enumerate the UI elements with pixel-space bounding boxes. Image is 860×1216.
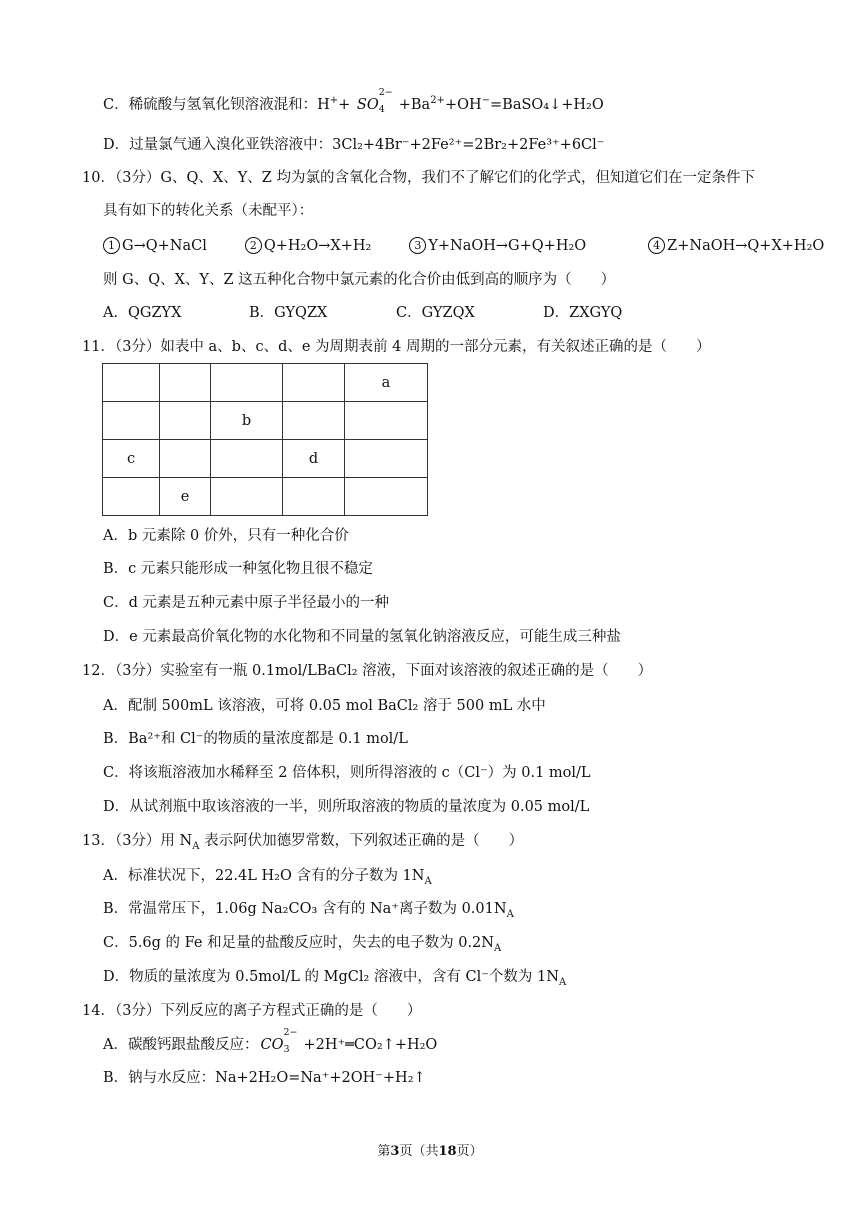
q10-option-a: A．QGZYX bbox=[103, 305, 182, 321]
q10-option-d: D．ZXGYQ bbox=[543, 305, 623, 321]
q11-option-c: C．d 元素是五种元素中原子半径最小的一种 bbox=[103, 595, 389, 611]
q13-option-b: B．常温常压下，1.06g Na₂CO₃ 含有的 Na⁺离子数为 $0.01N_A$ bbox=[103, 901, 514, 920]
element-a: a bbox=[345, 364, 428, 402]
page-footer: 第3页（共18页） bbox=[377, 1144, 483, 1159]
circled-number-3: 3 bbox=[409, 237, 426, 254]
q10-ask: 则 G、Q、X、Y、Z 这五种化合物中氯元素的化合价由低到高的顺序为（ ） bbox=[103, 272, 616, 288]
q11-option-d: D．e 元素最高价氧化物的水化物和不同量的氢氧化钠溶液反应，可能生成三种盐 bbox=[103, 629, 621, 645]
q13-option-a: A．标准状况下，22.4L H₂O 含有的分子数为 $1N_A$ bbox=[103, 868, 432, 887]
periodic-table-fragment bbox=[102, 363, 428, 516]
q11-option-b: B．c 元素只能形成一种氢化物且很不稳定 bbox=[103, 561, 373, 577]
q9-option-d: D．过量氯气通入溴化亚铁溶液中：3Cl₂+4Br⁻+2Fe²⁺=2Br₂+2Fe³⁺+6Cl⁻ bbox=[103, 137, 605, 153]
q10-option-c: C．GYZQX bbox=[396, 305, 475, 321]
reaction-3: 3 Y+NaOH→G+Q+H₂O bbox=[409, 236, 586, 256]
q10-stem-line1: 10．（3分）G、Q、X、Y、Z 均为氯的含氧化合物，我们不了解它们的化学式，但知道它们在一定条件下 bbox=[82, 170, 755, 186]
element-e: e bbox=[160, 478, 211, 516]
q11-stem: 11．（3分）如表中 a、b、c、d、e 为周期表前 4 周期的一部分元素，有关叙述正确的是（ ） bbox=[82, 339, 711, 355]
q12-stem: 12．（3分）实验室有一瓶 0.1mol/LBaCl₂ 溶液，下面对该溶液的叙述正确的是（ ） bbox=[82, 663, 653, 679]
q11-option-a: A．b 元素除 0 价外，只有一种化合价 bbox=[103, 528, 349, 544]
q10-options bbox=[103, 303, 622, 323]
q13-option-d: D．物质的量浓度为 0.5mol/L 的 MgCl₂ 溶液中，含有 Cl⁻个数为 $1N_A$ bbox=[103, 969, 567, 988]
q13-stem: 13．（3分）用 $N_A$ 表示阿伏加德罗常数，下列叙述正确的是（ ） bbox=[82, 833, 524, 852]
q12-option-b: B．Ba²⁺和 Cl⁻的物质的量浓度都是 0.1 mol/L bbox=[103, 731, 408, 747]
q10-option-b: B．GYQZX bbox=[249, 305, 328, 321]
q14-option-b: B．钠与水反应：Na+2H₂O=Na⁺+2OH⁻+H₂↑ bbox=[103, 1070, 426, 1086]
element-c: c bbox=[103, 440, 160, 478]
reaction-4: 4 Z+NaOH→Q+X+H₂O bbox=[648, 236, 824, 256]
circled-number-2: 2 bbox=[245, 237, 262, 254]
q9-option-c: C．稀硫酸与氢氧化钡溶液混和：H++ SO 2− 4 $+Ba^{2+}+OH^-=BaSO_4↓+H_2O$ bbox=[103, 87, 604, 115]
element-d: d bbox=[283, 440, 345, 478]
q14-option-a: A．碳酸钙跟盐酸反应： CO 2− 3 +2H⁺═CO₂↑+H₂O bbox=[103, 1027, 438, 1055]
reaction-2: 2 Q+H₂O→X+H₂ bbox=[245, 236, 371, 256]
q10-reactions bbox=[103, 236, 860, 256]
q13-option-c: C．5.6g 的 Fe 和足量的盐酸反应时，失去的电子数为 $0.2N_A$ bbox=[103, 935, 502, 954]
q12-option-d: D．从试剂瓶中取该溶液的一半，则所取溶液的物质的量浓度为 0.05 mol/L bbox=[103, 799, 590, 815]
q10-stem-line2: 具有如下的转化关系（未配平）： bbox=[103, 203, 314, 219]
q12-option-a: A．配制 500mL 该溶液，可将 0.05 mol BaCl₂ 溶于 500 mL 水中 bbox=[103, 698, 546, 714]
circled-number-1: 1 bbox=[103, 237, 120, 254]
reaction-1: 1 G→Q+NaCl bbox=[103, 236, 207, 256]
element-b: b bbox=[211, 402, 283, 440]
total-page-count: 18 bbox=[438, 1144, 457, 1159]
q14-stem: 14．（3分）下列反应的离子方程式正确的是（ ） bbox=[82, 1003, 422, 1019]
current-page-number: 3 bbox=[390, 1144, 400, 1159]
circled-number-4: 4 bbox=[648, 237, 665, 254]
q12-option-c: C．将该瓶溶液加水稀释至 2 倍体积，则所得溶液的 c（Cl⁻）为 0.1 mol/L bbox=[103, 765, 591, 781]
